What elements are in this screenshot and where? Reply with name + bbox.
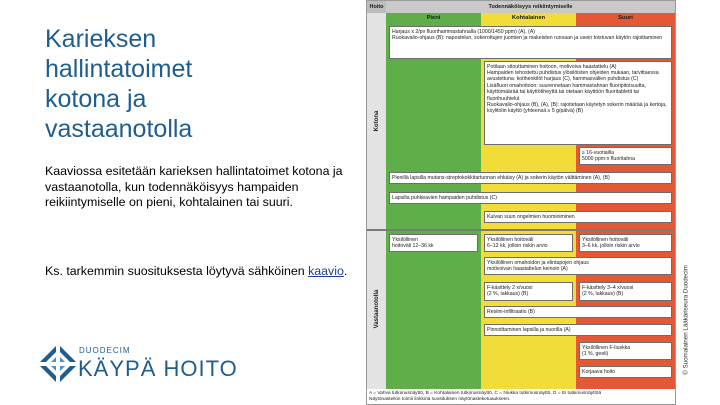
header-probability: Todennäköisyys reikiintymiselle [386, 1, 675, 13]
column-header-suuri: Suuri [618, 15, 633, 21]
header-hoito: Hoito [367, 1, 386, 13]
recommendation-box[interactable]: Yksilöllinen hoitoväli 3–6 kk, jolloin riskin arvio [579, 234, 672, 252]
recommendation-box[interactable]: ≥ 16-vuotiailla 5000 ppm:n fluoritahna [579, 147, 672, 165]
recommendation-box[interactable]: Kuivan suun ongelmien huomioiminen [484, 211, 672, 223]
section-divider [367, 229, 675, 231]
column-header-pieni: Pieni [426, 15, 441, 21]
slide-title: Karieksen hallintatoimet kotona ja vastaanotolla [45, 25, 193, 143]
recommendation-box[interactable]: Resiini-infiltraatio (B) [484, 306, 672, 318]
logo-big-text: KÄYPÄ HOITO [78, 356, 238, 381]
recommendation-box[interactable]: Pienillä lapsilla mutans-streptokokkitartunnan ehkäisy (A) ja sokerin käytön välttäminen (A), (B) [389, 172, 672, 184]
paragraph-2-text: Ks. tarkemmin suosituksesta löytyvä sähköinen [45, 264, 309, 278]
section-label-vastaanotolla: Vastaanotolla [373, 289, 380, 329]
copyright-notice [679, 250, 693, 390]
section-vastaanotolla [367, 229, 386, 389]
chart-footnote: A = Vahva tutkimusnäyttö, B = Kohtalainen tutkimusnäyttö, C = Niukka tutkimusnäyttö, D = Ei tutkimusnäyttöä Näytönasteikin toimii linkkinä suosituksen näytönasteketuaukseen. [367, 390, 675, 405]
section-kotona [367, 13, 386, 229]
copyright-text: © Suomalainen Lääkäriseura Duodecim [682, 265, 690, 375]
recommendation-box[interactable]: Korjaava hoito [579, 366, 672, 378]
section-label-kotona: Kotona [373, 110, 380, 132]
recommendation-box[interactable]: Potilaan sitouttaminen hoitoon, motivoiva haastattelu (A) Hampaiden tehostettu puhdistus ylösilöisten ohjeiden mukaan, tarvittaessa avustettuna: kotihenkilöt harjaus (C), hammasvälien puhdistus (C) Lisäfluori omahoitoon: suurennetaan hammastahnan fluoripitoisuutta, käyttömäärää tai käyttötiheyttä tai otetaan käyttöön fluoritabletit tai fluorihuuhtelut Ruokavalio-ohjaus (B), (A), (B): rajoitetaan käytetyn sokerin määrää ja kertoja, ksylitolin käyttö (yhteensä ≥ 5 g/päivä) (B) [484, 61, 672, 145]
kaavio-link[interactable]: kaavio [308, 264, 344, 278]
paragraph-2-suffix: . [343, 264, 348, 278]
logo-small-text: DUODECIM [79, 346, 131, 355]
slide-paragraph-1: Kaaviossa esitetään karieksen hallintatoimet kotona ja vastaanotolla, kun todennäköisyys hampaiden reikiintymiselle on pieni, kohtalainen tai suuri. [45, 164, 343, 209]
diamond-logo-icon [38, 344, 78, 384]
recommendation-box[interactable]: Pinnoittaminen lapsilla ja nuorilla (A) [484, 324, 672, 336]
recommendation-box[interactable]: Lapsilla puhkeavien hampaiden puhdistus (C) [389, 192, 672, 204]
recommendation-box[interactable]: Harjaus x 2/pv fluorihammastahnalla (1000/1450 ppm) (A), (A) Ruokavalio-ohjaus (B): napostelun, sokerottujen juomien ja makeisten runsaan ja usein toistuvan käytön rajoittaminen [389, 26, 672, 59]
recommendation-box[interactable]: Yksilöllinen hoitoväli 6–12 kk, jolloin riskin arvio [484, 234, 573, 252]
caries-management-chart [366, 0, 676, 405]
recommendation-box[interactable]: Yksilöllinen F-liuskka (1 %, geeli) [579, 342, 672, 360]
slide-paragraph-2 [45, 264, 350, 280]
recommendation-box[interactable]: Yksilöllinen omahoidon ja elintapojen ohjaus motivoivan haastattelun keinoin (A) [484, 257, 672, 275]
recommendation-box[interactable]: F-käsittely 3–4 x/vuosi (2 %, lakkaus) (B) [579, 282, 672, 301]
recommendation-box[interactable]: Yksilöllinen hoitoväli 12–36 kk [389, 234, 478, 252]
recommendation-box[interactable]: F-käsittely 2 x/vuosi (2 %, lakkaus) (B) [484, 282, 573, 301]
column-header-kohtalainen: Kohtalainen [511, 15, 546, 21]
